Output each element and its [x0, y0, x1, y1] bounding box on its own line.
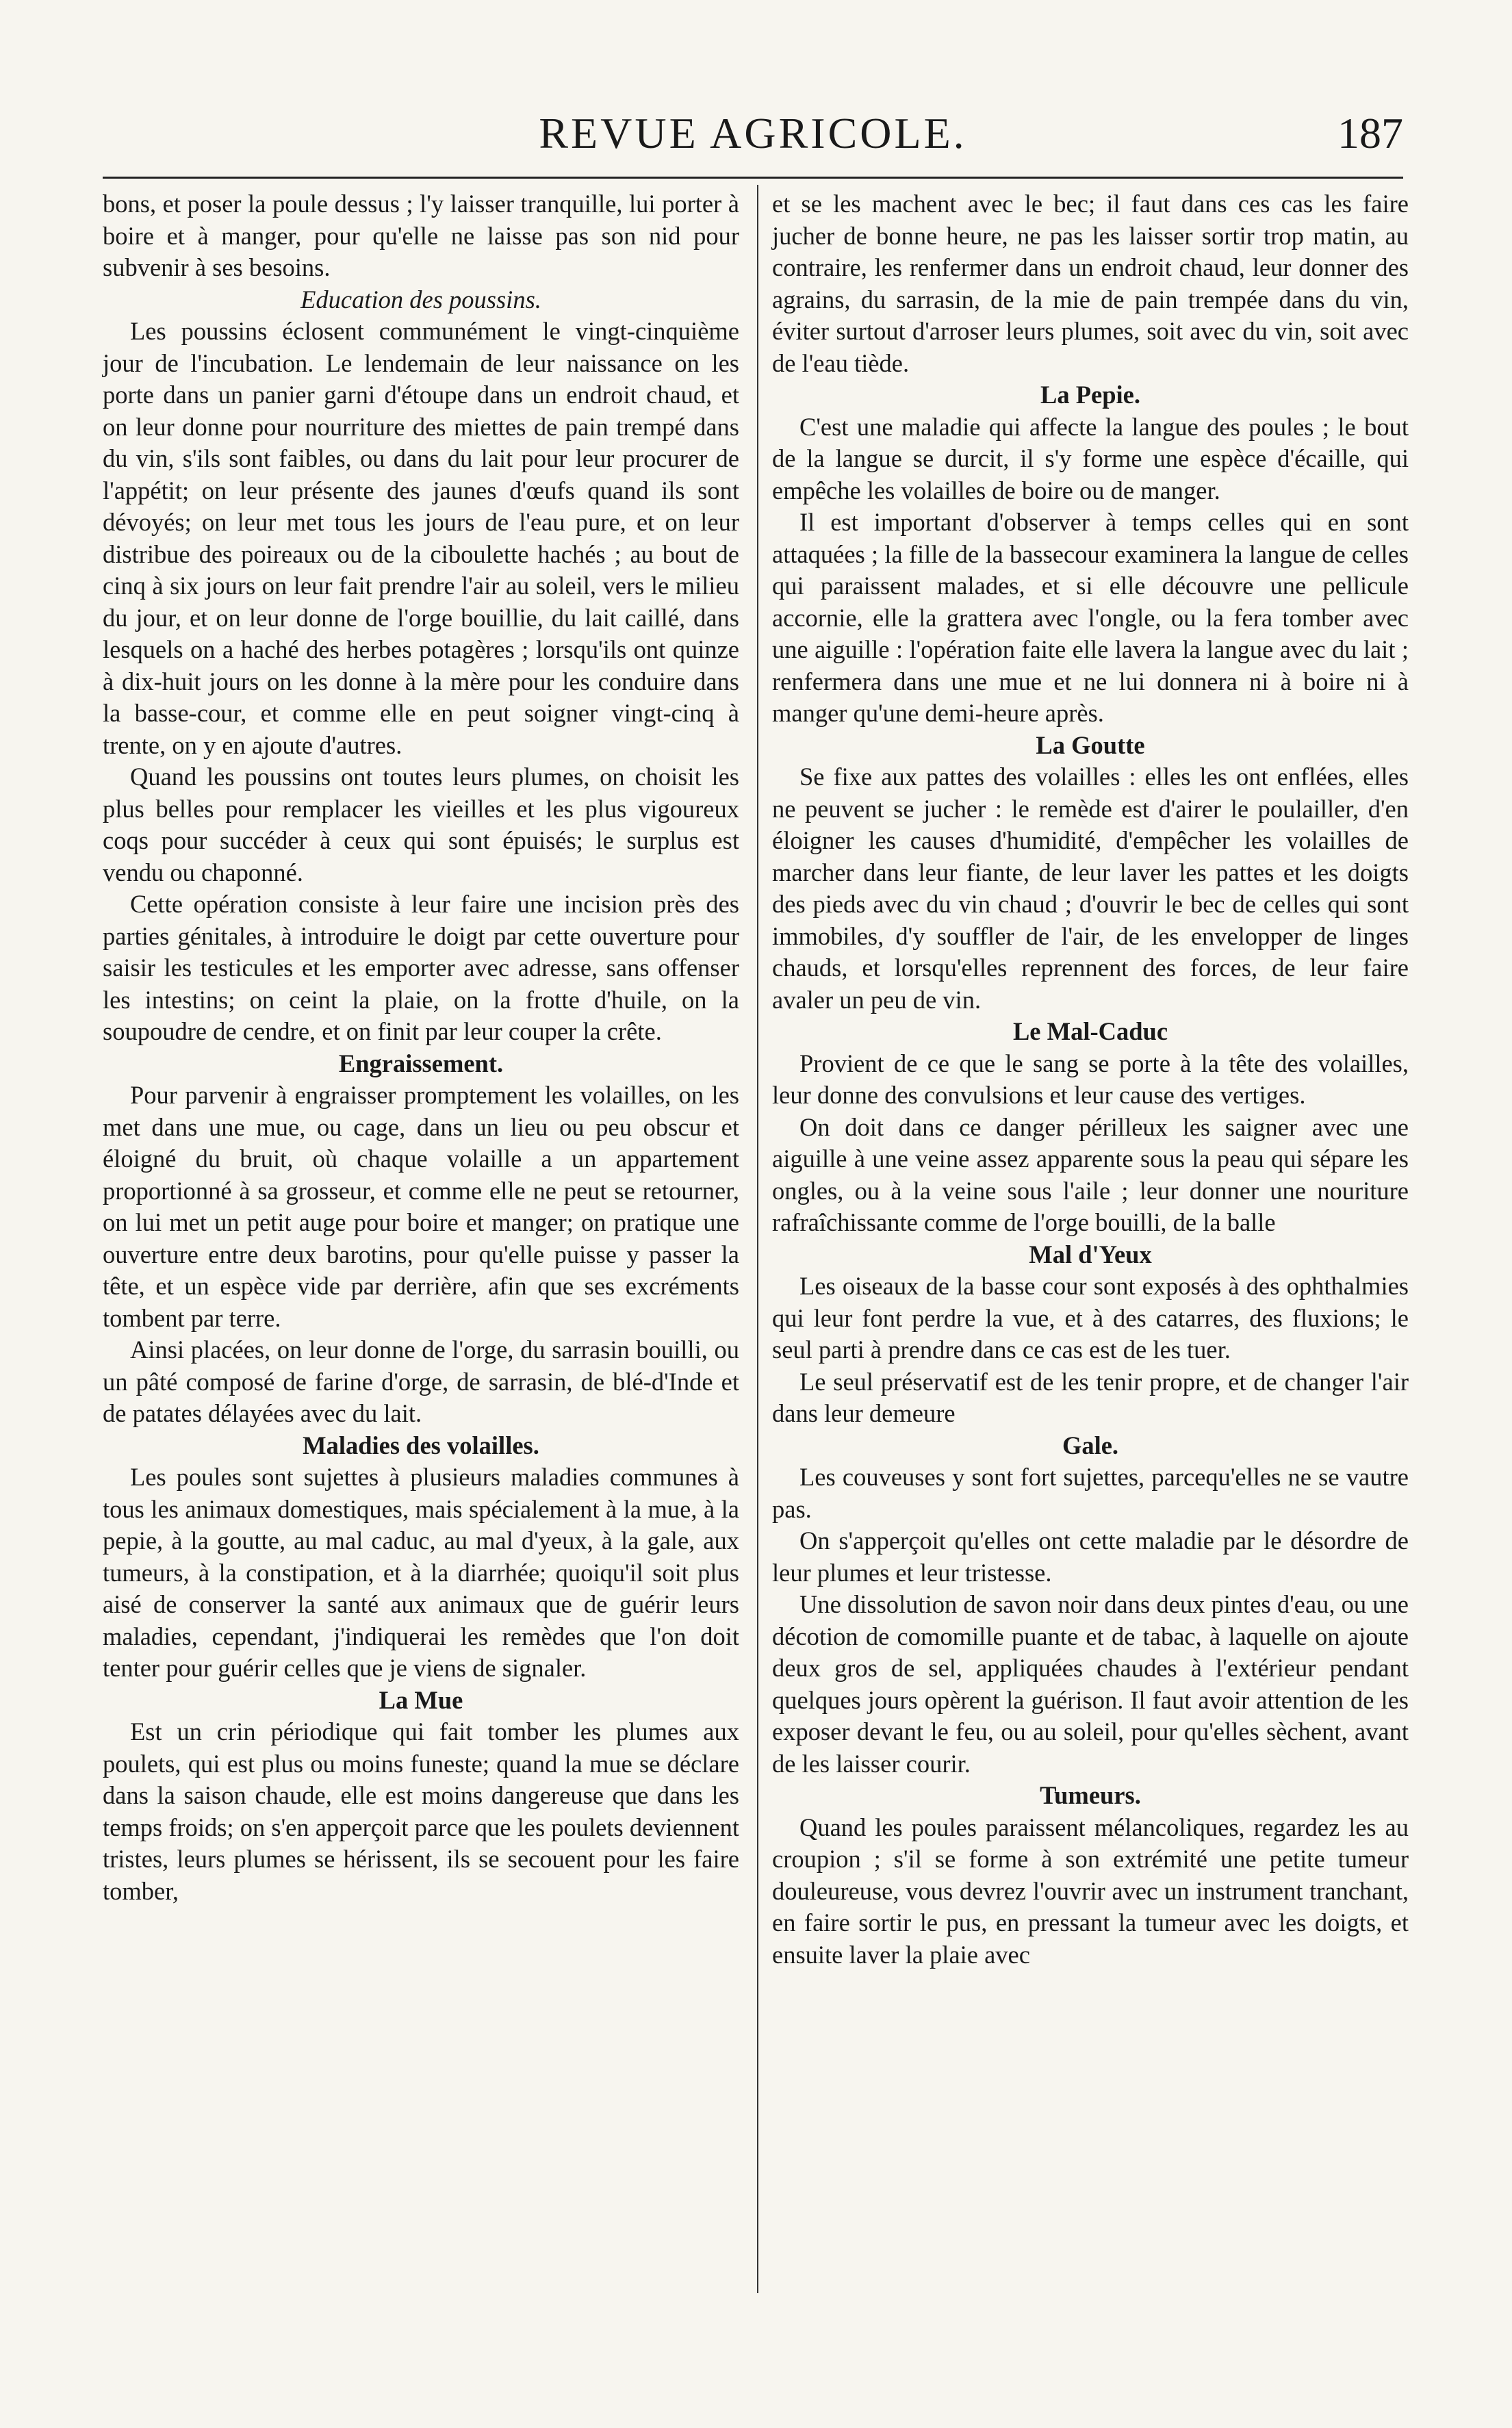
- column-divider: [757, 185, 758, 2293]
- section-heading-mal-d-yeux: Mal d'Yeux: [1029, 1240, 1152, 1268]
- section-heading-mal-caduc: Le Mal-Caduc: [1012, 1017, 1168, 1045]
- left-column: [103, 188, 739, 1907]
- paragraph: On s'apperçoit qu'elles ont cette maladie par le désordre de leur plumes et leur tristesse.: [772, 1526, 1409, 1587]
- paragraph: Se fixe aux pattes des volailles : elles les ont enflées, elles ne peuvent se jucher : le remède est d'airer le poulailler, d'en éloigner les causes d'humidité, d'empêcher les volailles de marcher dans leur fiante, de leur laver les pattes et les doigts des pieds avec du vin chaud ; d'ouvrir le bec de celles qui sont immobiles, d'y souffler de l'air, de les envelopper de linges chauds, et lorsqu'elles reprennent des forces, de leur faire avaler un peu de vin.: [772, 763, 1409, 1014]
- section-heading-gale: Gale.: [1062, 1431, 1119, 1459]
- paragraph: bons, et poser la poule dessus ; l'y laisser tranquille, lui porter à boire et à manger, pour qu'elle ne laisse pas son nid pour subvenir à ses besoins.: [103, 190, 739, 281]
- paragraph: Est un crin périodique qui fait tomber les plumes aux poulets, qui est plus ou moins funeste; quand la mue se déclare dans la saison chaude, elle est moins dangereuse que dans les temps froids; on s'en apperçoit parce que les poulets deviennent tristes, leurs plumes se hérissent, ils se secouent pour les faire tomber,: [103, 1717, 739, 1905]
- paragraph: Les poussins éclosent communément le vingt-cinquième jour de l'incubation. Le lendemain de leur naissance on les porte dans un panier garni d'étoupe dans un endroit chaud, et on leur donne pour nourriture des miettes de pain trempé dans du vin, s'ils sont faibles, ou dans du lait pour leur procurer de l'appétit; on leur présente des jaunes d'œufs quand ils sont dévoyés; on leur met tous les jours de l'eau pure, et on leur distribue des poireaux ou de la ciboulette hachés ; au bout de cinq à six jours on leur fait prendre l'air au soleil, vers le milieu du jour, et on leur donne de l'orge bouillie, du lait caillé, dans lesquels on a haché des herbes potagères ; lorsqu'ils ont quinze à dix-huit jours on les donne à la mère pour les conduire dans la basse-cour, et comme elle en peut soigner vingt-cinq à trente, on y en ajoute d'autres.: [103, 317, 739, 759]
- paragraph: Cette opération consiste à leur faire une incision près des parties génitales, à introduire le doigt par cette ouverture pour saisir les testicules et les emporter avec adresse, sans offenser les intestins; on ceint la plaie, on la frotte d'huile, on la soupoudre de cendre, et on finit par leur couper la crête.: [103, 890, 739, 1045]
- section-heading-tumeurs: Tumeurs.: [1040, 1781, 1141, 1809]
- paragraph: Le seul préservatif est de les tenir propre, et de changer l'air dans leur demeure: [772, 1367, 1409, 1427]
- header-rule: [103, 177, 1403, 179]
- section-heading-maladies: Maladies des volailles.: [303, 1431, 539, 1459]
- paragraph: Quand les poussins ont toutes leurs plumes, on choisit les plus belles pour remplacer les vieilles et les plus vigoureux coqs pour succéder à ceux qui sont épuisés; le surplus est vendu ou chaponné.: [103, 763, 739, 886]
- page-number: 187: [1337, 109, 1403, 157]
- paragraph: Pour parvenir à engraisser promptement les volailles, on les met dans une mue, ou cage, dans un lieu ou peu obscur et éloigné du bruit, où chaque volaille a un appartement proportionné à sa grosseur, et comme elle ne peut se retourner, on lui met un petit auge pour boire et manger; on pratique une ouverture entre deux barotins, pour qu'elle puisse y passer la tête, et un espèce vide par derrière, afin que ses excréments tombent par terre.: [103, 1081, 739, 1332]
- paragraph: Provient de ce que le sang se porte à la tête des volailles, leur donne des convulsions et leur cause des vertiges.: [772, 1049, 1409, 1109]
- paragraph: Une dissolution de savon noir dans deux pintes d'eau, ou une décotion de comomille puante et de tabac, à laquelle on ajoute deux gros de sel, appliquées chaudes à l'extérieur pendant quelques jours opèrent la guérison. Il faut avoir attention de les exposer devant le feu, ou au soleil, pour qu'elles sèchent, avant de les laisser courir.: [772, 1590, 1409, 1778]
- paragraph: Quand les poules paraissent mélancoliques, regardez les au croupion ; s'il se forme à son extrémité une petite tumeur douleureuse, vous devrez l'ouvrir avec un instrument tranchant, en faire sortir le pus, en pressant la tumeur avec les doigts, et ensuite laver la plaie avec: [772, 1813, 1409, 1969]
- paragraph: Ainsi placées, on leur donne de l'orge, du sarrasin bouilli, ou un pâté composé de farine d'orge, de sarrasin, de blé-d'Inde et de patates délayées avec du lait.: [103, 1336, 739, 1427]
- section-heading-la-mue: La Mue: [379, 1685, 463, 1714]
- section-heading-la-goutte: La Goutte: [1036, 730, 1145, 759]
- section-heading-la-pepie: La Pepie.: [1040, 381, 1140, 409]
- section-heading-engraissement: Engraissement.: [338, 1049, 504, 1077]
- paragraph: Les oiseaux de la basse cour sont exposés à des ophthalmies qui leur font perdre la vue, et à des catarres, des fluxions; le seul parti à prendre dans ce cas est de les tuer.: [772, 1272, 1409, 1364]
- paragraph: et se les machent avec le bec; il faut dans ces cas les faire jucher de bonne heure, ne pas les laisser sortir trop matin, au contraire, les renfermer dans un endroit chaud, leur donner des agrains, du sarrasin, de la mie de pain trempée dans du vin, éviter surtout d'arroser leurs plumes, soit avec du vin, soit avec de l'eau tiède.: [772, 190, 1409, 377]
- paragraph: On doit dans ce danger périlleux les saigner avec une aiguille à une veine assez apparente sous la peau qui sépare les ongles, ou à la veine sous l'aile ; leur donner une nouriture rafraîchissante comme de l'orge bouilli, de la balle: [772, 1112, 1409, 1236]
- paragraph: Les couveuses y sont fort sujettes, parcequ'elles ne se vautre pas.: [772, 1463, 1409, 1523]
- paragraph: C'est une maladie qui affecte la langue des poules ; le bout de la langue se durcit, il s'y forme une espèce d'écaille, qui empêche les volailles de boire ou de manger.: [772, 412, 1409, 504]
- section-heading-education: Education des poussins.: [300, 285, 541, 314]
- right-column: [772, 188, 1409, 1971]
- running-title: REVUE AGRICOLE.: [539, 109, 967, 157]
- paragraph: Il est important d'observer à temps celles qui en sont attaquées ; la fille de la bassecour examinera la langue de celles qui paraissent malades, et si elle découvre une pellicule accornie, elle la grattera avec l'ongle, ou la fera tomber avec une aiguille : l'opération faite elle lavera la langue avec du lait ; renfermera dans une mue et ne lui donnera ni à boire ni à manger qu'une demi-heure après.: [772, 508, 1409, 727]
- page-header: [103, 106, 1403, 161]
- paragraph: Les poules sont sujettes à plusieurs maladies communes à tous les animaux domestiques, mais spécialement à la mue, à la pepie, à la goutte, au mal caduc, au mal d'yeux, à la gale, aux tumeurs, à la constipation, et à la diarrhée; quoiqu'il soit plus aisé de conserver la santé aux animaux que de guérir leurs maladies, cependant, j'indiquerai les remèdes que l'on doit tenter pour guérir celles que je viens de signaler.: [103, 1463, 739, 1682]
